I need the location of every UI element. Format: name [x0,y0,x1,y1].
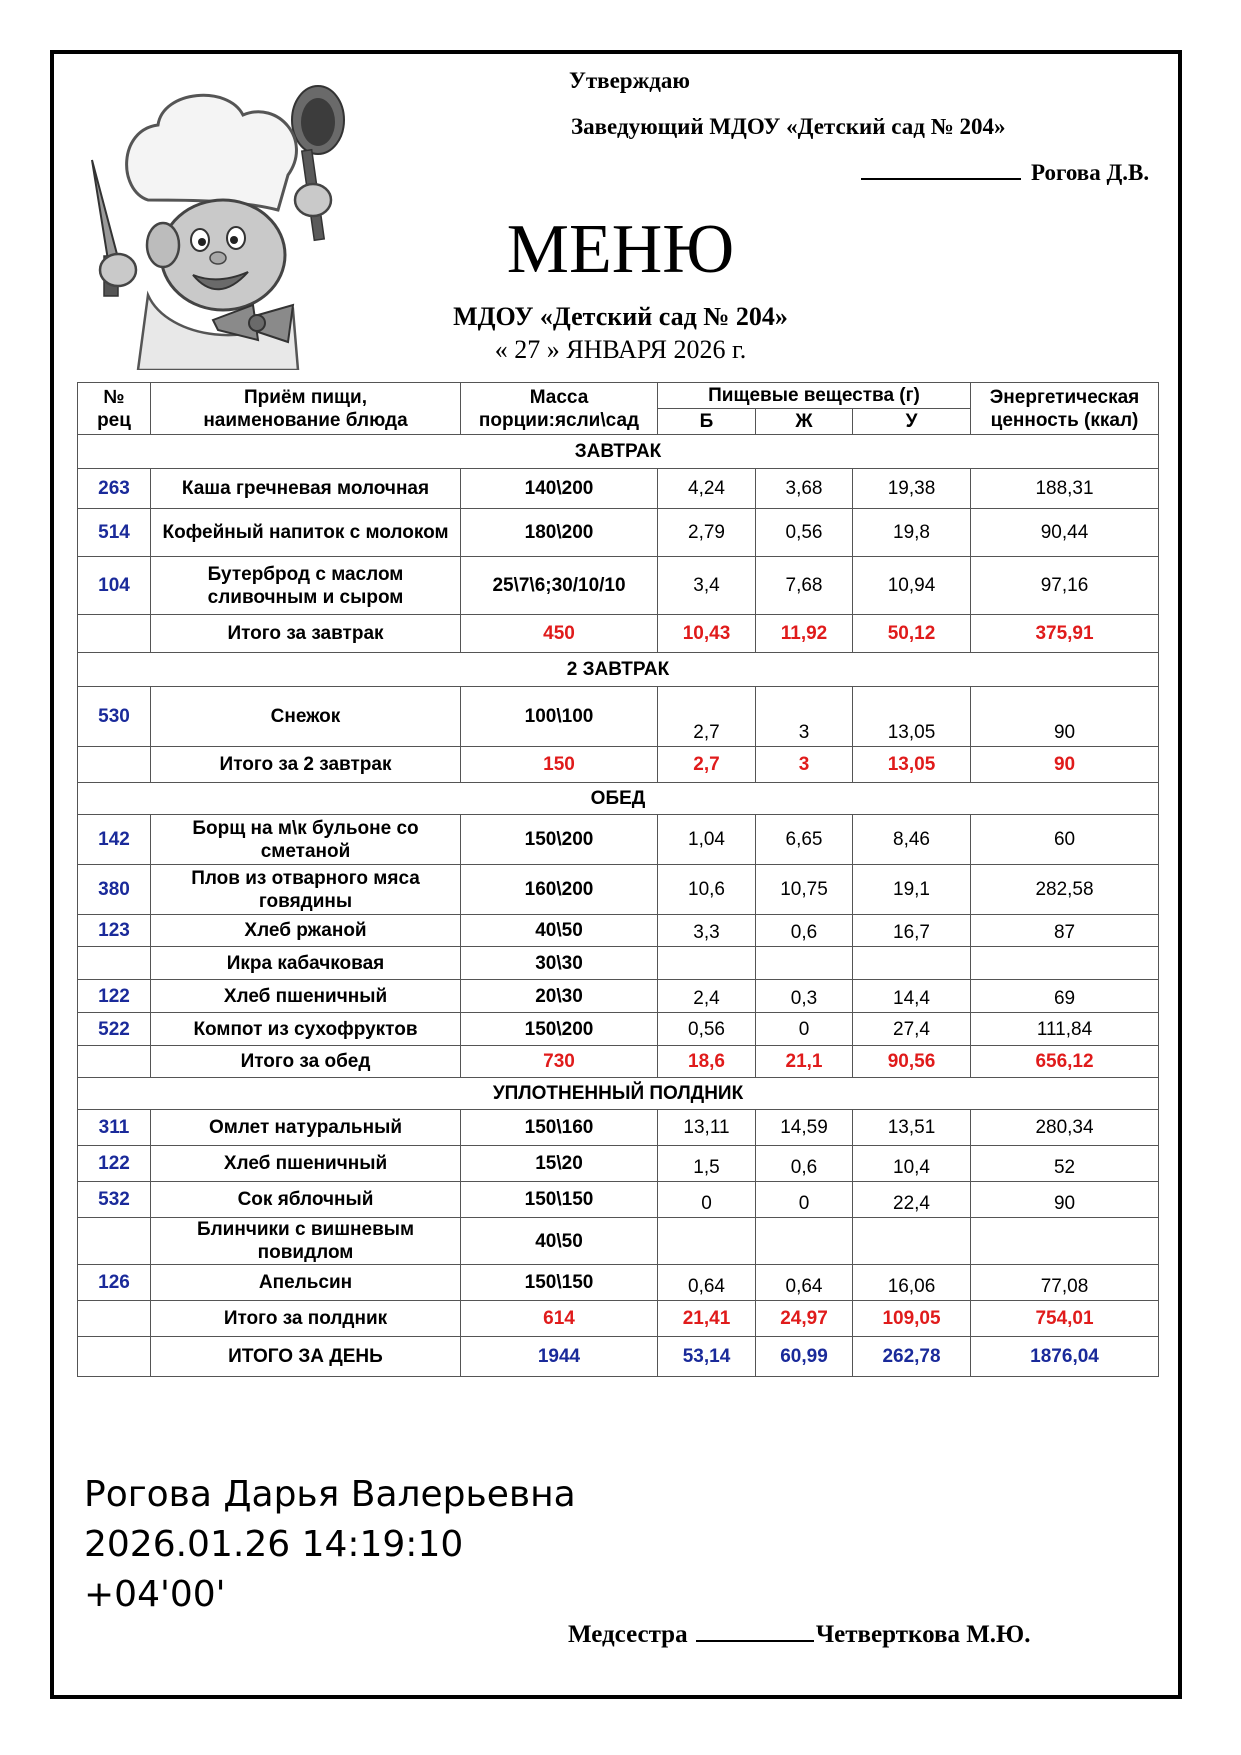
recipe-number: 380 [78,865,151,915]
protein-value: 4,24 [658,469,756,509]
protein-value: 2,79 [658,509,756,557]
header-nutrients: Пищевые вещества (г) [658,383,971,409]
fat-value: 0,56 [756,509,853,557]
recipe-number: 122 [78,980,151,1013]
portion-mass: 30\30 [461,947,658,980]
energy-value: 60 [971,815,1159,865]
page-title: МЕНЮ [506,211,735,288]
protein-value [658,1218,756,1265]
dish-name: Снежок [151,687,461,747]
recipe-number: 514 [78,509,151,557]
menu-item-row [78,1265,1159,1301]
header-fat: Ж [756,409,853,435]
carbs-value: 19,1 [853,865,971,915]
total-carbs: 50,12 [853,615,971,653]
total-carbs: 13,05 [853,747,971,783]
protein-value: 0,64 [658,1265,756,1301]
signature-name: Рогова Дарья Валерьевна [84,1474,576,1515]
day-total-label: ИТОГО ЗА ДЕНЬ [151,1337,461,1377]
digital-signature-stamp [84,1470,576,1620]
menu-item-row [78,509,1159,557]
carbs-value: 22,4 [853,1182,971,1218]
fat-value: 0,3 [756,980,853,1013]
energy-value: 77,08 [971,1265,1159,1301]
energy-value: 90 [971,687,1159,747]
nurse-label: Медсестра [568,1621,688,1648]
recipe-number [78,947,151,980]
protein-value: 13,11 [658,1110,756,1146]
section-total-row [78,1046,1159,1078]
recipe-number: 311 [78,1110,151,1146]
total-fat: 11,92 [756,615,853,653]
carbs-value: 8,46 [853,815,971,865]
dish-name: Хлеб пшеничный [151,980,461,1013]
recipe-number [78,747,151,783]
dish-name: Бутерброд с маслом сливочным и сыром [151,557,461,615]
day-total-row [78,1337,1159,1377]
recipe-number [78,615,151,653]
portion-mass: 180\200 [461,509,658,557]
total-energy: 375,91 [971,615,1159,653]
carbs-value: 16,7 [853,915,971,947]
menu-item-row [78,687,1159,747]
recipe-number: 532 [78,1182,151,1218]
energy-value: 188,31 [971,469,1159,509]
carbs-value: 14,4 [853,980,971,1013]
fat-value: 0,64 [756,1265,853,1301]
approval-position: Заведующий МДОУ «Детский сад № 204» [571,114,1006,139]
header-mass: Масса порции:ясли\сад [461,383,658,435]
dish-name: Хлеб пшеничный [151,1146,461,1182]
menu-item-row [78,1182,1159,1218]
dish-name: Компот из сухофруктов [151,1013,461,1046]
portion-mass: 100\100 [461,687,658,747]
total-mass: 150 [461,747,658,783]
section-title: УПЛОТНЕННЫЙ ПОЛДНИК [78,1078,1159,1110]
total-fat: 3 [756,747,853,783]
dish-name: Апельсин [151,1265,461,1301]
portion-mass: 150\200 [461,1013,658,1046]
protein-value: 0 [658,1182,756,1218]
section-title-row [78,783,1159,815]
header-carbs: У [853,409,971,435]
section-title: ЗАВТРАК [78,435,1159,469]
dish-name: Икра кабачковая [151,947,461,980]
total-label: Итого за 2 завтрак [151,747,461,783]
protein-value: 2,7 [658,687,756,747]
dish-name: Сок яблочный [151,1182,461,1218]
menu-item-row [78,980,1159,1013]
portion-mass: 15\20 [461,1146,658,1182]
menu-item-row [78,1110,1159,1146]
section-title: ОБЕД [78,783,1159,815]
energy-value: 69 [971,980,1159,1013]
approval-label: Утверждаю [569,68,690,93]
day-total-energy: 1876,04 [971,1337,1159,1377]
recipe-number [78,1218,151,1265]
dish-name: Кофейный напиток с молоком [151,509,461,557]
menu-item-row [78,469,1159,509]
fat-value: 7,68 [756,557,853,615]
total-protein: 21,41 [658,1301,756,1337]
approval-signature [861,158,1149,186]
carbs-value: 19,8 [853,509,971,557]
recipe-number: 522 [78,1013,151,1046]
fat-value: 6,65 [756,815,853,865]
section-title-row [78,1078,1159,1110]
section-total-row [78,1301,1159,1337]
section-title: 2 ЗАВТРАК [78,653,1159,687]
portion-mass: 150\160 [461,1110,658,1146]
carbs-value: 10,4 [853,1146,971,1182]
total-protein: 10,43 [658,615,756,653]
menu-item-row [78,1146,1159,1182]
total-fat: 21,1 [756,1046,853,1078]
fat-value: 3,68 [756,469,853,509]
total-protein: 2,7 [658,747,756,783]
header-recipe-number: № рец [78,383,151,435]
energy-value: 90 [971,1182,1159,1218]
total-fat: 24,97 [756,1301,853,1337]
section-title-row [78,435,1159,469]
menu-item-row [78,557,1159,615]
nurse-signature-line [696,1620,814,1642]
fat-value: 0 [756,1182,853,1218]
day-total-mass: 1944 [461,1337,658,1377]
total-energy: 90 [971,747,1159,783]
org-name: МДОУ «Детский сад № 204» [453,302,788,331]
energy-value: 87 [971,915,1159,947]
carbs-value [853,1218,971,1265]
energy-value [971,1218,1159,1265]
protein-value: 1,5 [658,1146,756,1182]
menu-table [77,382,1159,1377]
fat-value [756,947,853,980]
recipe-number: 142 [78,815,151,865]
dish-name: Блинчики с вишневым повидлом [151,1218,461,1265]
portion-mass: 20\30 [461,980,658,1013]
header-energy: Энергетическая ценность (ккал) [971,383,1159,435]
energy-value: 90,44 [971,509,1159,557]
energy-value: 97,16 [971,557,1159,615]
portion-mass: 25\7\6;30/10/10 [461,557,658,615]
total-carbs: 109,05 [853,1301,971,1337]
header-meal: Приём пищи, наименование блюда [151,383,461,435]
carbs-value: 13,05 [853,687,971,747]
section-total-row [78,747,1159,783]
total-label: Итого за завтрак [151,615,461,653]
protein-value: 3,4 [658,557,756,615]
carbs-value: 16,06 [853,1265,971,1301]
carbs-value: 13,51 [853,1110,971,1146]
fat-value [756,1218,853,1265]
day-total-carbs: 262,78 [853,1337,971,1377]
recipe-number [78,1046,151,1078]
total-mass: 450 [461,615,658,653]
recipe-number [78,1301,151,1337]
menu-item-row [78,1013,1159,1046]
recipe-number: 104 [78,557,151,615]
signature-datetime: 2026.01.26 14:19:10 [84,1524,464,1565]
section-title-row [78,653,1159,687]
table-header-row [78,383,1159,409]
fat-value: 0 [756,1013,853,1046]
total-energy: 656,12 [971,1046,1159,1078]
menu-item-row [78,947,1159,980]
portion-mass: 150\150 [461,1265,658,1301]
portion-mass: 40\50 [461,915,658,947]
fat-value: 14,59 [756,1110,853,1146]
section-total-row [78,615,1159,653]
energy-value: 111,84 [971,1013,1159,1046]
dish-name: Хлеб ржаной [151,915,461,947]
menu-item-row [78,915,1159,947]
day-total-protein: 53,14 [658,1337,756,1377]
menu-item-row [78,865,1159,915]
energy-value: 52 [971,1146,1159,1182]
header-protein: Б [658,409,756,435]
nurse-name: Четверткова М.Ю. [815,1621,1031,1648]
carbs-value: 27,4 [853,1013,971,1046]
day-total-fat: 60,99 [756,1337,853,1377]
menu-date: « 27 » ЯНВАРЯ 2026 г. [494,335,747,364]
fat-value: 3 [756,687,853,747]
carbs-value: 10,94 [853,557,971,615]
recipe-number: 530 [78,687,151,747]
menu-item-row [78,815,1159,865]
protein-value [658,947,756,980]
portion-mass: 150\200 [461,815,658,865]
menu-item-row [78,1218,1159,1265]
protein-value: 3,3 [658,915,756,947]
recipe-number: 263 [78,469,151,509]
total-energy: 754,01 [971,1301,1159,1337]
approval-signer: Рогова Д.В. [1031,160,1150,185]
recipe-number [78,1337,151,1377]
fat-value: 0,6 [756,1146,853,1182]
signature-line [861,158,1021,180]
carbs-value: 19,38 [853,469,971,509]
total-carbs: 90,56 [853,1046,971,1078]
nurse-signature [568,1620,1030,1649]
total-protein: 18,6 [658,1046,756,1078]
protein-value: 10,6 [658,865,756,915]
dish-name: Плов из отварного мяса говядины [151,865,461,915]
dish-name: Омлет натуральный [151,1110,461,1146]
signature-timezone: +04'00' [84,1574,226,1615]
energy-value [971,947,1159,980]
total-label: Итого за полдник [151,1301,461,1337]
fat-value: 0,6 [756,915,853,947]
dish-name: Борщ на м\к бульоне со сметаной [151,815,461,865]
portion-mass: 160\200 [461,865,658,915]
portion-mass: 150\150 [461,1182,658,1218]
dish-name: Каша гречневая молочная [151,469,461,509]
protein-value: 0,56 [658,1013,756,1046]
total-mass: 614 [461,1301,658,1337]
total-label: Итого за обед [151,1046,461,1078]
total-mass: 730 [461,1046,658,1078]
protein-value: 2,4 [658,980,756,1013]
carbs-value [853,947,971,980]
recipe-number: 122 [78,1146,151,1182]
fat-value: 10,75 [756,865,853,915]
protein-value: 1,04 [658,815,756,865]
portion-mass: 140\200 [461,469,658,509]
energy-value: 280,34 [971,1110,1159,1146]
energy-value: 282,58 [971,865,1159,915]
recipe-number: 126 [78,1265,151,1301]
portion-mass: 40\50 [461,1218,658,1265]
recipe-number: 123 [78,915,151,947]
